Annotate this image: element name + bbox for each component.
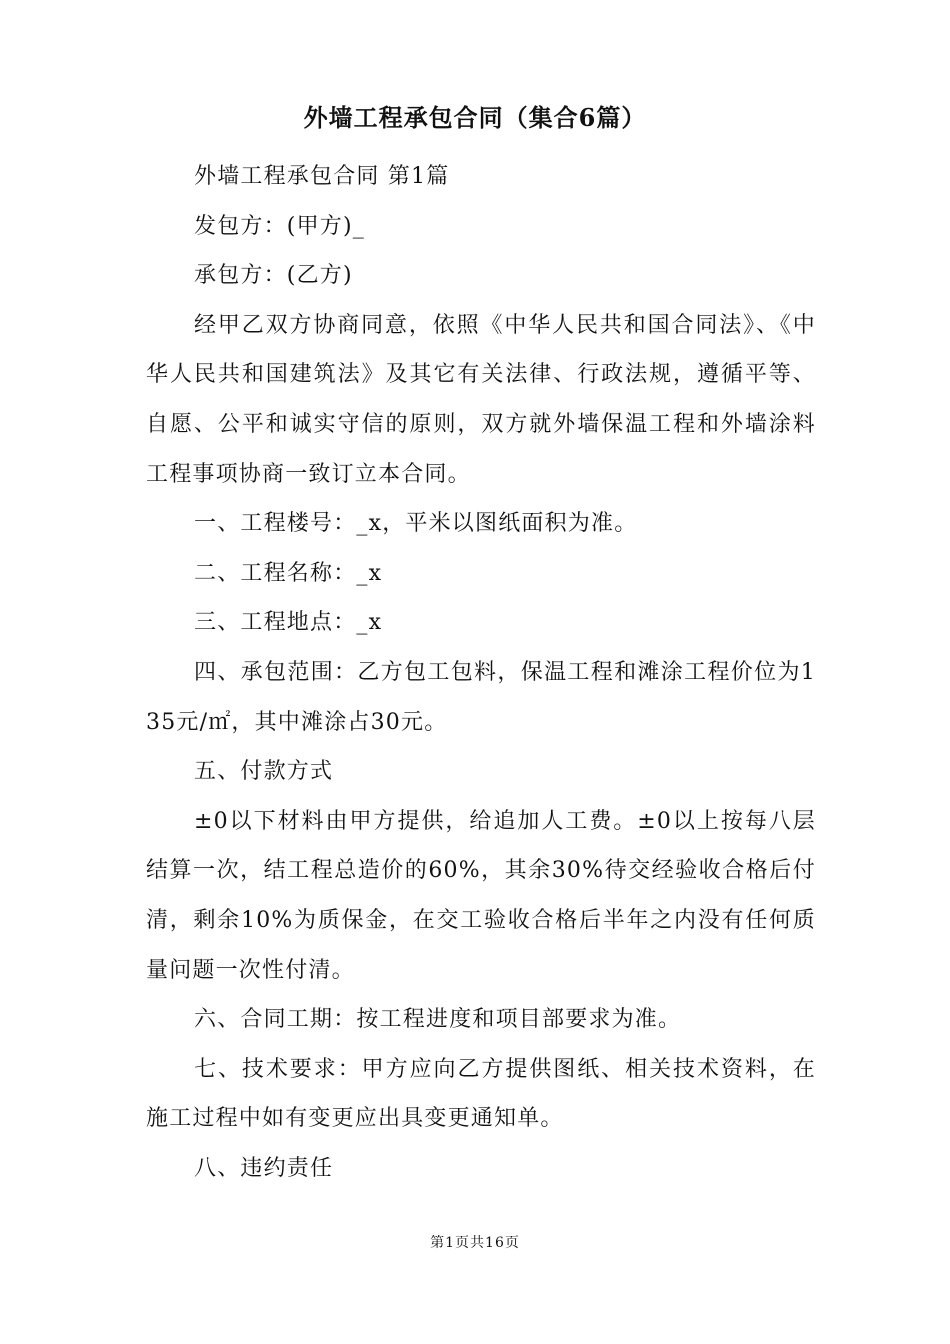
paragraph-clause-2: 二、工程名称：_x bbox=[194, 560, 383, 586]
paragraph-party-b: 承包方：(乙方) bbox=[194, 263, 353, 289]
paragraph-preamble: 经甲乙双方协商同意，依照《中华人民共和国合同法》、《中华人民共和国建筑法》及其它有关法律、行政法规，遵循平等、自愿、公平和诚实守信的原则，双方就外墙保温工程和外墙涂料工程事项协商一致订立本合同。 bbox=[146, 312, 816, 487]
paragraph-clause-8: 八、违约责任 bbox=[194, 1155, 334, 1181]
paragraph-clause-5: 五、付款方式 bbox=[194, 759, 334, 785]
paragraph-subtitle: 外墙工程承包合同 第1篇 bbox=[194, 164, 450, 189]
paragraph-party-a: 发包方：(甲方)_ bbox=[194, 213, 365, 239]
paragraph-clause-3: 三、工程地点：_x bbox=[194, 610, 383, 636]
paragraph-clause-4: 四、承包范围：乙方包工包料，保温工程和滩涂工程价位为135元/㎡，其中滩涂占30元。 bbox=[146, 659, 816, 735]
document-body bbox=[146, 152, 816, 1193]
paragraph-clause-7: 七、技术要求：甲方应向乙方提供图纸、相关技术资料，在施工过程中如有变更应出具变更通知单。 bbox=[146, 1056, 816, 1132]
page-footer: 第1页共16页 bbox=[430, 1235, 520, 1251]
paragraph-clause-6: 六、合同工期：按工程进度和项目部要求为准。 bbox=[194, 1007, 682, 1033]
paragraph-clause-1: 一、工程楼号：_x，平米以图纸面积为准。 bbox=[194, 511, 638, 537]
paragraph-payment-terms: ±0以下材料由甲方提供，给追加人工费。±0以上按每八层结算一次，结工程总造价的60%，其余30%待交经验收合格后付清，剩余10%为质保金，在交工验收合格后半年之内没有任何质量问题一次性付清。 bbox=[146, 808, 816, 983]
document-title: 外墙工程承包合同（集合6篇） bbox=[303, 103, 647, 132]
